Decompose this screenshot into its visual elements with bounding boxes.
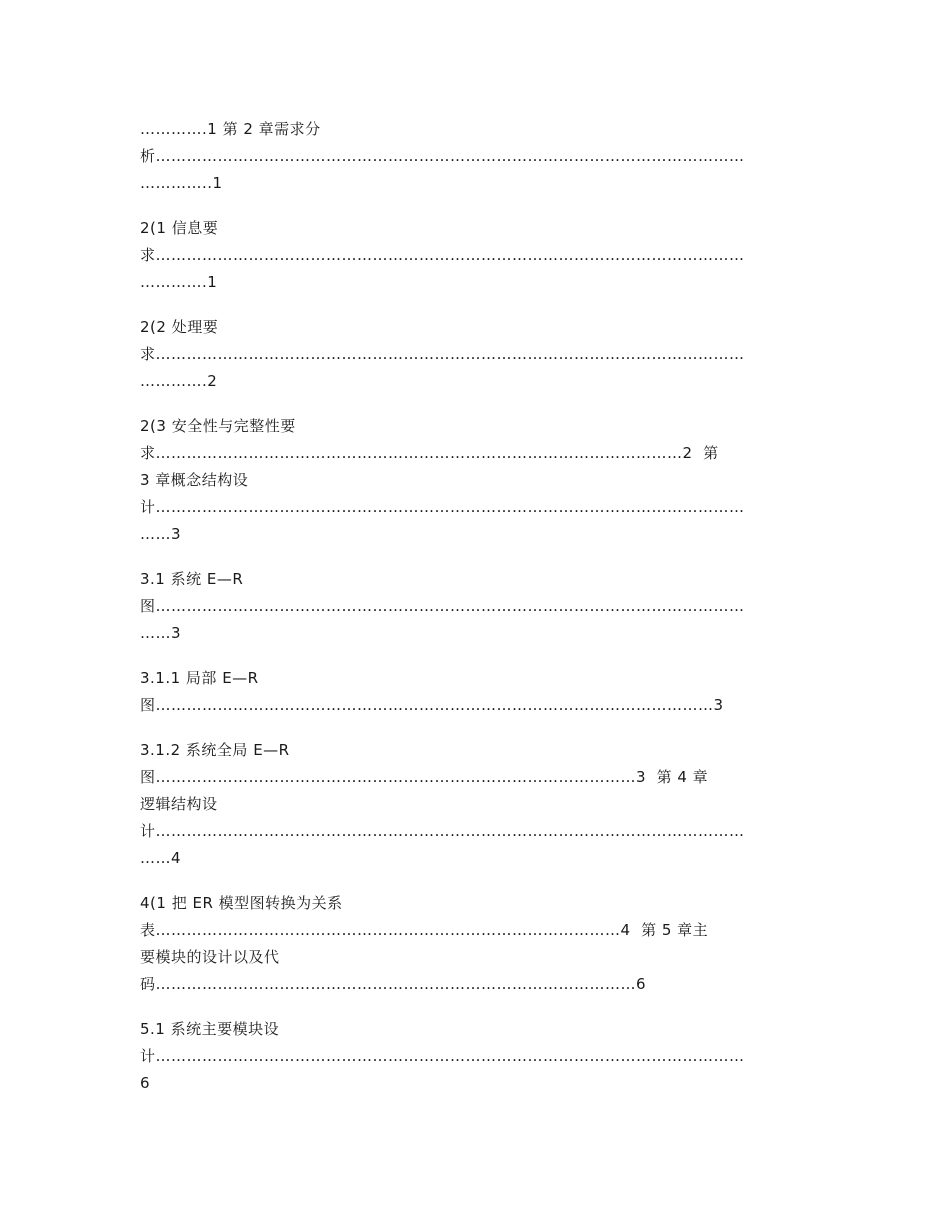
toc-line: 6 (140, 1074, 151, 1092)
toc-line: ……3 (140, 525, 182, 543)
toc-line: 求…………………………………………………………………………………………………… (140, 345, 745, 363)
toc-line: …………..1 (140, 174, 223, 192)
toc-line: 2(1 信息要 (140, 219, 219, 237)
toc-line: 计…………………………………………………………………………………………………… (140, 1047, 745, 1065)
toc-line: ……4 (140, 849, 182, 867)
toc-line: 析…………………………………………………………………………………………………… (140, 147, 745, 165)
toc-entry (140, 413, 810, 548)
toc-line: ………….1 (140, 273, 218, 291)
toc-line: ……3 (140, 624, 182, 642)
toc-line: 5.1 系统主要模块设 (140, 1020, 280, 1038)
toc-line: 计…………………………………………………………………………………………………… (140, 822, 745, 840)
toc-entry (140, 566, 810, 647)
toc-line: 图…………………………………………………………………………………………………… (140, 597, 745, 615)
toc-line: 求…………………………………………………………………………………………2 第 (140, 444, 719, 462)
toc-line: 2(3 安全性与完整性要 (140, 417, 296, 435)
table-of-contents (140, 116, 810, 1115)
toc-entry (140, 665, 810, 719)
toc-line: 3.1.2 系统全局 E—R (140, 741, 290, 759)
toc-line: 图…………………………………………………………………………………3 第 4 章 (140, 768, 709, 786)
toc-line: ………….2 (140, 372, 218, 390)
toc-line: 表………………………………………………………………………………4 第 5 章主 (140, 921, 709, 939)
toc-line: 码…………………………………………………………………………………6 (140, 975, 647, 993)
toc-entry (140, 737, 810, 872)
toc-line: 3 章概念结构设 (140, 471, 249, 489)
toc-line: 2(2 处理要 (140, 318, 219, 336)
toc-entry (140, 314, 810, 395)
toc-line: ………….1 第 2 章需求分 (140, 120, 321, 138)
toc-line: 逻辑结构设 (140, 795, 218, 813)
toc-line: 图………………………………………………………………………………………………3 (140, 696, 724, 714)
toc-entry (140, 890, 810, 998)
toc-entry (140, 215, 810, 296)
toc-line: 求…………………………………………………………………………………………………… (140, 246, 745, 264)
toc-line: 要模块的设计以及代 (140, 948, 280, 966)
toc-line: 计…………………………………………………………………………………………………… (140, 498, 745, 516)
toc-line: 3.1 系统 E—R (140, 570, 244, 588)
toc-line: 3.1.1 局部 E—R (140, 669, 259, 687)
toc-line: 4(1 把 ER 模型图转换为关系 (140, 894, 343, 912)
toc-entry (140, 1016, 810, 1097)
toc-entry (140, 116, 810, 197)
